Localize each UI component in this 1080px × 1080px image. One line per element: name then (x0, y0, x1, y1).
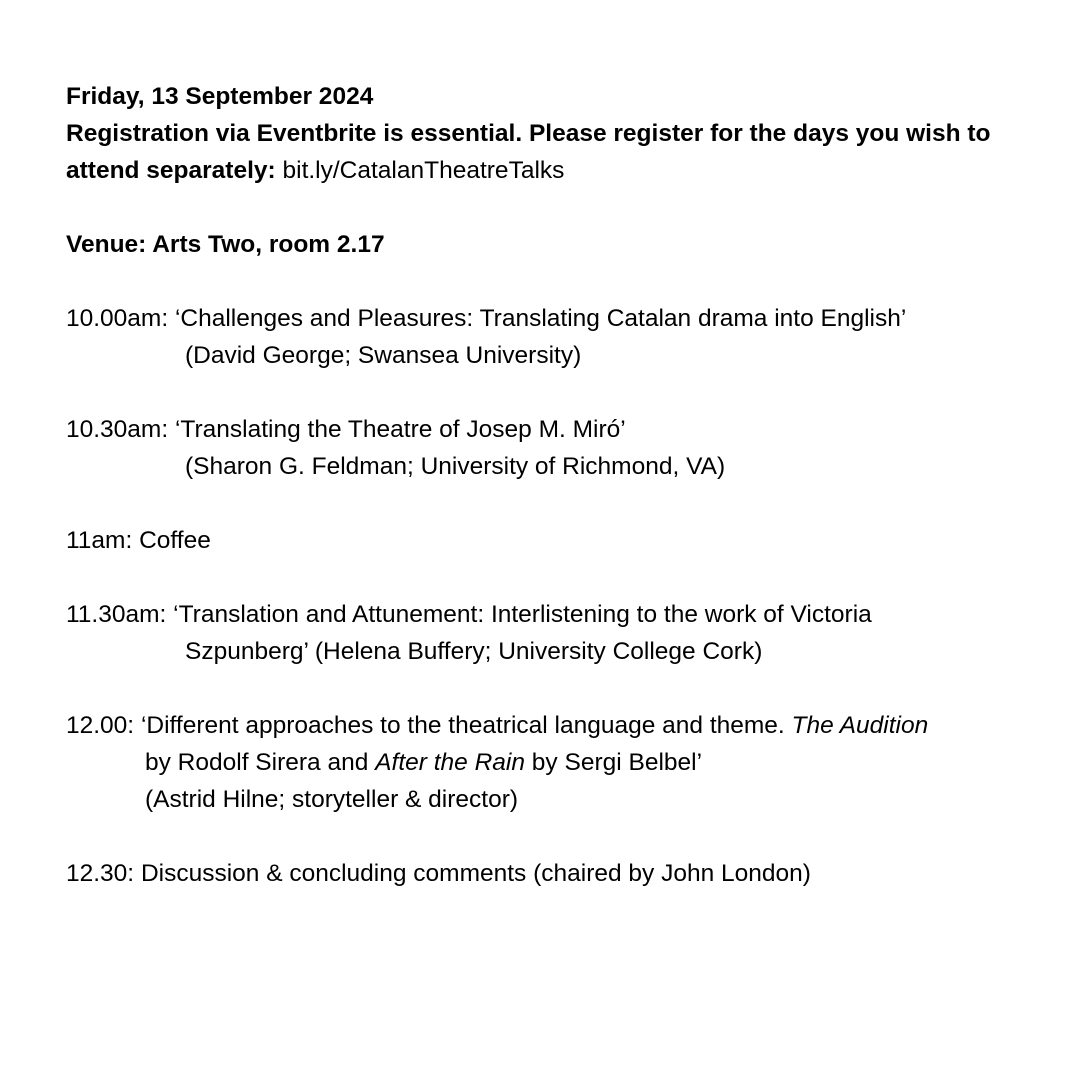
session-3 (66, 596, 1026, 633)
play-title: After the Rain (375, 749, 525, 776)
session-title: ‘Challenges and Pleasures: Translating Catalan drama into English’ (174, 305, 907, 332)
session-coffee (66, 522, 1026, 559)
play-title: The Audition (791, 712, 929, 739)
session-speaker: (Sharon G. Feldman; University of Richmond, VA) (185, 453, 726, 480)
session-title: ‘Different approaches to the theatrical language and theme. (140, 712, 785, 739)
registration-link[interactable]: bit.ly/CatalanTheatreTalks (282, 157, 565, 184)
registration-notice: Registration via Eventbrite is essential. Please register for the days you wish to (66, 120, 991, 147)
session-2 (66, 411, 1026, 448)
session-speaker: (Astrid Hilne; storyteller & director) (145, 786, 519, 813)
session-title-part: by Sergi Belbel’ (531, 749, 703, 776)
session-time: 10.00am: (66, 305, 169, 332)
session-5 (66, 855, 1026, 892)
registration-line-2 (66, 152, 1026, 189)
spacer (66, 189, 1026, 226)
session-title-cont: Szpunberg’ (Helena Buffery; University College Cork) (185, 638, 763, 665)
session-title: Discussion & concluding comments (chaired by John London) (140, 860, 811, 887)
spacer (66, 263, 1026, 300)
session-title-part: by Rodolf Sirera and (145, 749, 369, 776)
session-title-cont (66, 744, 1026, 781)
session-title: ‘Translating the Theatre of Josep M. Miró’ (174, 416, 626, 443)
session-time: 12.30: (66, 860, 135, 887)
session-speaker: (David George; Swansea University) (185, 342, 582, 369)
session-4 (66, 707, 1026, 744)
spacer (66, 485, 1026, 522)
schedule-document (66, 78, 1026, 892)
registration-notice-cont: attend separately: (66, 157, 276, 184)
spacer (66, 374, 1026, 411)
session-time: 12.00: (66, 712, 135, 739)
spacer (66, 559, 1026, 596)
session-time: 11.30am: (66, 601, 167, 628)
session-1 (66, 300, 1026, 337)
session-time: 10.30am: (66, 416, 169, 443)
session-title: ‘Translation and Attunement: Interlistening to the work of Victoria (173, 601, 872, 628)
spacer (66, 670, 1026, 707)
session-title: Coffee (139, 527, 211, 554)
venue: Venue: Arts Two, room 2.17 (66, 231, 385, 258)
spacer (66, 818, 1026, 855)
session-time: 11am: (66, 527, 133, 554)
event-date: Friday, 13 September 2024 (66, 83, 374, 110)
